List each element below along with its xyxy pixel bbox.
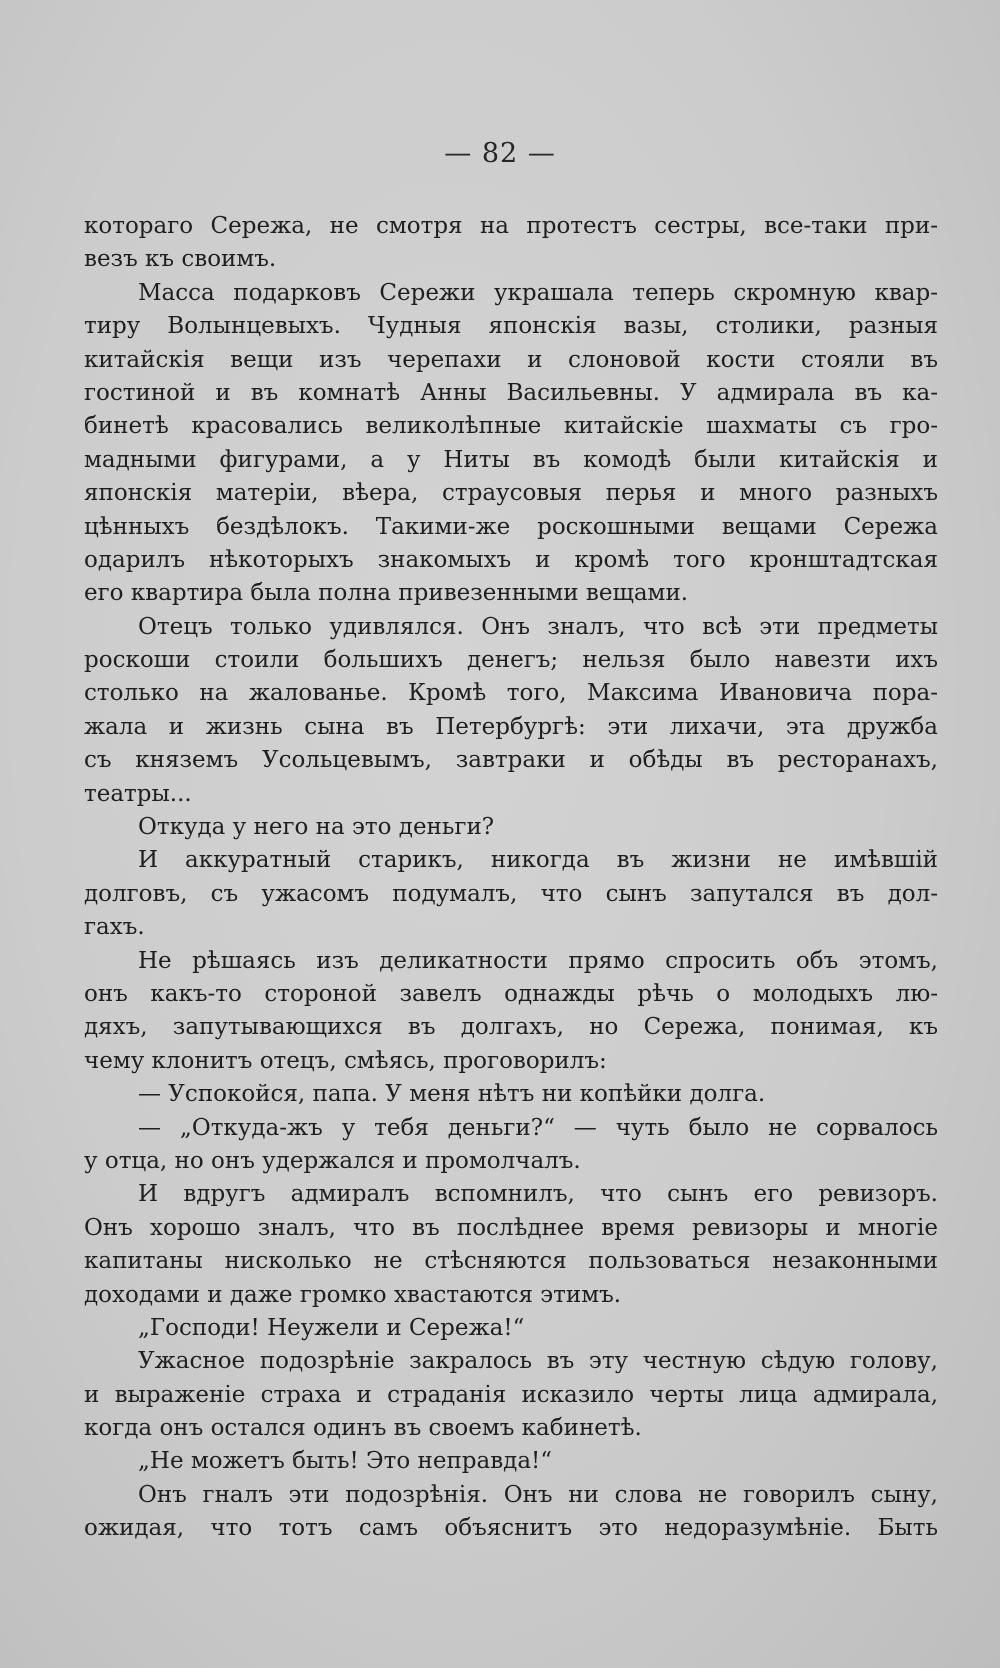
text-line: Онъ гналъ эти подозрѣнія. Онъ ни слова не говорилъ сыну,	[138, 1481, 938, 1508]
text-line: капитаны нисколько не стѣсняются пользоваться незаконными	[84, 1248, 938, 1275]
text-line: цѣнныхъ бездѣлокъ. Такими-же роскошными вещами Сережа	[84, 513, 938, 540]
text-line: — „Откуда-жъ у тебя деньги?“ — чуть было не сорвалось	[138, 1114, 938, 1141]
text-line: ожидая, что тотъ самъ объяснитъ это недоразумѣніе. Быть	[84, 1515, 938, 1542]
text-line: роскоши стоили большихъ денегъ; нельзя было навезти ихъ	[84, 647, 938, 674]
text-line: „Господи! Неужели и Сережа!“	[138, 1314, 525, 1341]
text-line: Отецъ только удивлялся. Онъ зналъ, что всѣ эти предметы	[138, 613, 938, 640]
text-line: Онъ хорошо зналъ, что въ послѣднее время ревизоры и многіе	[84, 1214, 938, 1241]
text-line: дяхъ, запутывающихся въ долгахъ, но Сережа, понимая, къ	[84, 1014, 938, 1041]
text-line: долговъ, съ ужасомъ подумалъ, что сынъ запутался въ дол-	[84, 880, 938, 907]
text-line: одарилъ нѣкоторыхъ знакомыхъ и кромѣ того кронштадтская	[84, 546, 938, 573]
text-line: бинетѣ красовались великолѣпные китайскіе шахматы съ гро-	[84, 413, 938, 440]
text-line: японскія матеріи, вѣера, страусовыя перья и много разныхъ	[84, 480, 938, 507]
text-line: чему клонитъ отецъ, смѣясь, проговорилъ:	[84, 1047, 607, 1074]
text-line: китайскія вещи изъ черепахи и слоновой кости стояли въ	[84, 346, 938, 373]
text-line: тиру Волынцевыхъ. Чудныя японскія вазы, столики, разныя	[84, 313, 938, 340]
text-line: театры...	[84, 780, 192, 807]
text-line: и выраженіе страха и страданія исказило черты лица адмирала,	[84, 1381, 938, 1408]
text-line: мадными фигурами, а у Ниты въ комодѣ были китайскія и	[84, 446, 938, 473]
page-text	[84, 210, 938, 1546]
page-number: — 82 —	[444, 138, 556, 169]
text-line: у отца, но онъ удержался и промолчалъ.	[84, 1147, 581, 1174]
text-line: гостиной и въ комнатѣ Анны Васильевны. У адмирала въ ка-	[84, 379, 938, 406]
text-line: съ княземъ Усольцевымъ, завтраки и обѣды въ ресторанахъ,	[84, 747, 938, 774]
text-line: столько на жалованье. Кромѣ того, Максима Ивановича пора-	[84, 680, 938, 707]
text-line: жала и жизнь сына въ Петербургѣ: эти лихачи, эта дружба	[84, 713, 938, 740]
text-line: везъ къ своимъ.	[84, 246, 277, 273]
text-line: котораго Сережа, не смотря на протестъ сестры, все-таки при-	[84, 213, 938, 239]
text-line: Не рѣшаясь изъ деликатности прямо спросить объ этомъ,	[138, 947, 938, 974]
text-line: Масса подарковъ Сережи украшала теперь скромную квар-	[138, 279, 938, 306]
text-line: гахъ.	[84, 914, 145, 941]
text-line: Откуда у него на это деньги?	[138, 814, 495, 841]
text-line: когда онъ остался одинъ въ своемъ кабинетѣ.	[84, 1415, 642, 1442]
text-line: Ужасное подозрѣніе закралось въ эту честную сѣдую голову,	[138, 1348, 938, 1375]
text-line: „Не можетъ быть! Это неправда!“	[138, 1448, 553, 1475]
text-line: — Успокойся, папа. У меня нѣтъ ни копѣйки долга.	[138, 1081, 766, 1108]
text-line: И вдругъ адмиралъ вспомнилъ, что сынъ его ревизоръ.	[138, 1181, 938, 1208]
text-line: его квартира была полна привезенными вещами.	[84, 580, 689, 607]
text-line: доходами и даже громко хвастаются этимъ.	[84, 1281, 622, 1308]
text-line: И аккуратный старикъ, никогда въ жизни не имѣвшій	[138, 847, 938, 874]
text-line: онъ какъ-то стороной завелъ однажды рѣчь о молодыхъ лю-	[84, 980, 938, 1007]
